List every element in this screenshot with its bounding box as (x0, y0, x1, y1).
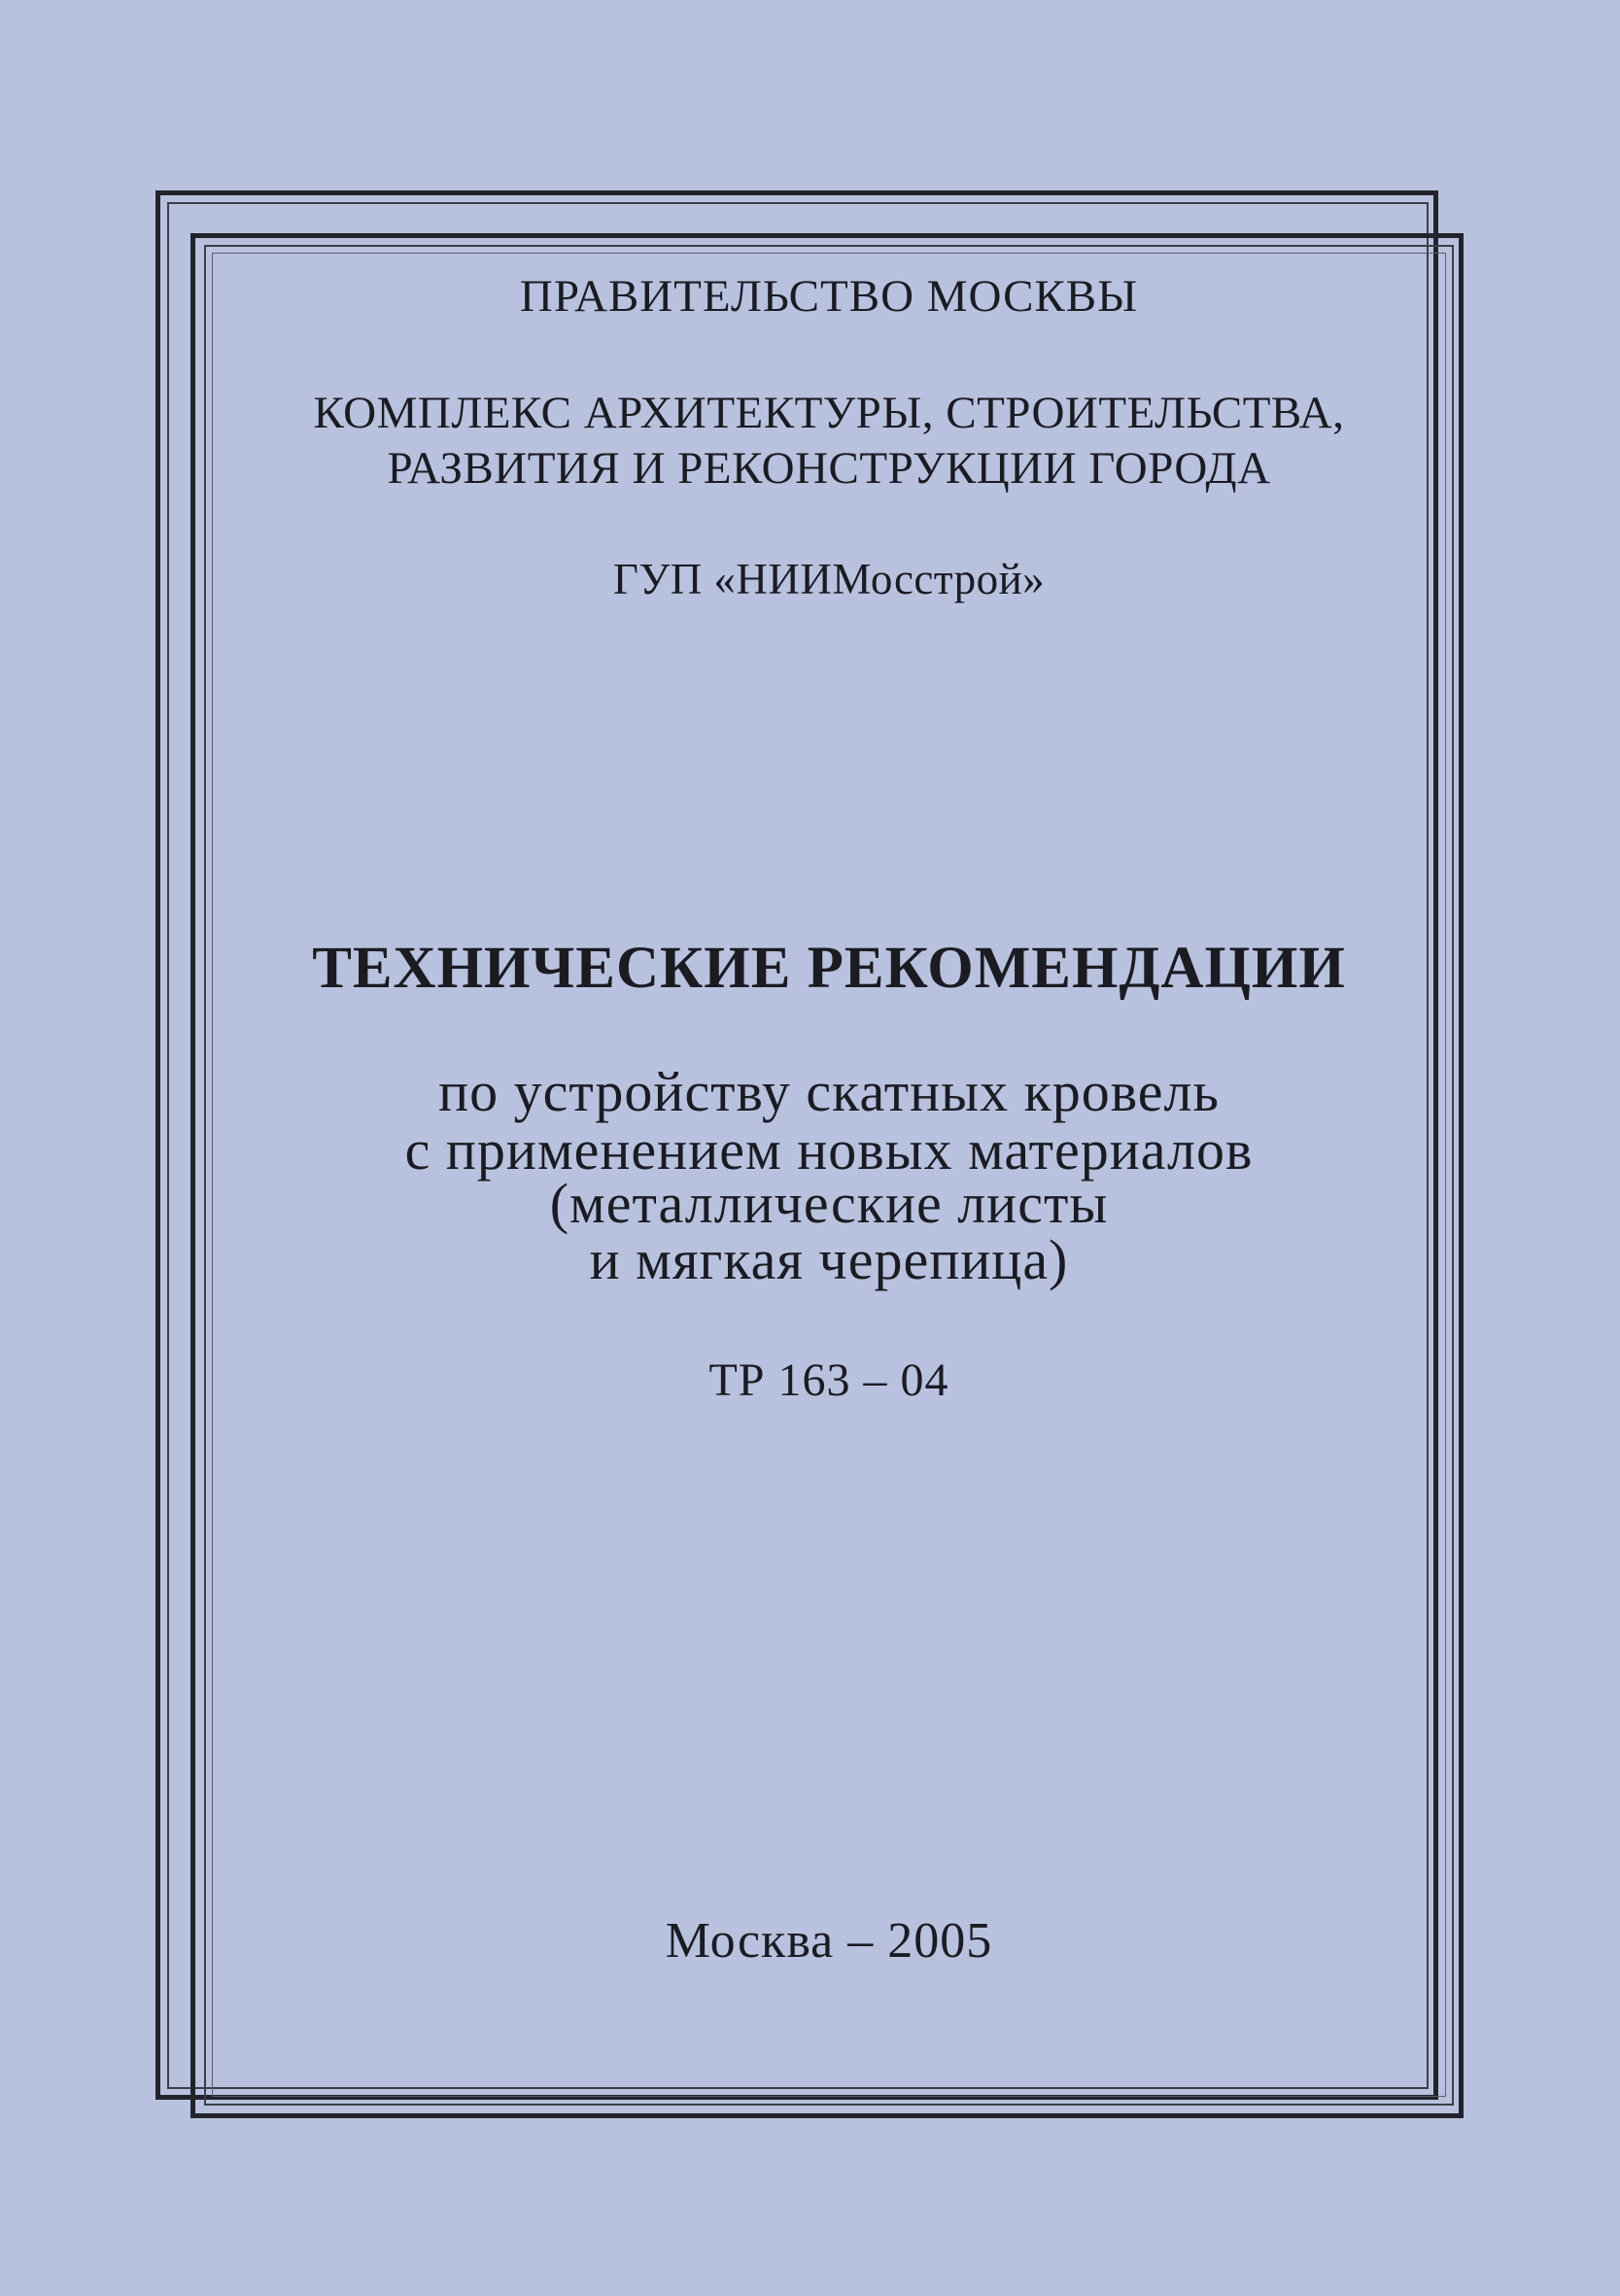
place-and-year: Москва – 2005 (665, 1913, 993, 1969)
subtitle-line: с применением новых материалов (404, 1118, 1254, 1182)
subtitle-line: по устройству скатных кровель (438, 1060, 1220, 1123)
complex-heading-line1: КОМПЛЕКС АРХИТЕКТУРЫ, СТРОИТЕЛЬСТВА, (313, 388, 1345, 438)
document-title: ТЕХНИЧЕСКИЕ РЕКОМЕНДАЦИИ (312, 936, 1346, 1001)
subtitle-line: и мягкая черепица) (589, 1228, 1069, 1291)
complex-heading-line2: РАЗВИТИЯ И РЕКОНСТРУКЦИИ ГОРОДА (387, 443, 1271, 494)
government-heading: ПРАВИТЕЛЬСТВО МОСКВЫ (519, 271, 1139, 322)
subtitle-line: (металлические листы (549, 1172, 1109, 1235)
document-code: ТР 163 – 04 (708, 1354, 949, 1406)
organization-name: ГУП «НИИМосстрой» (612, 555, 1046, 603)
